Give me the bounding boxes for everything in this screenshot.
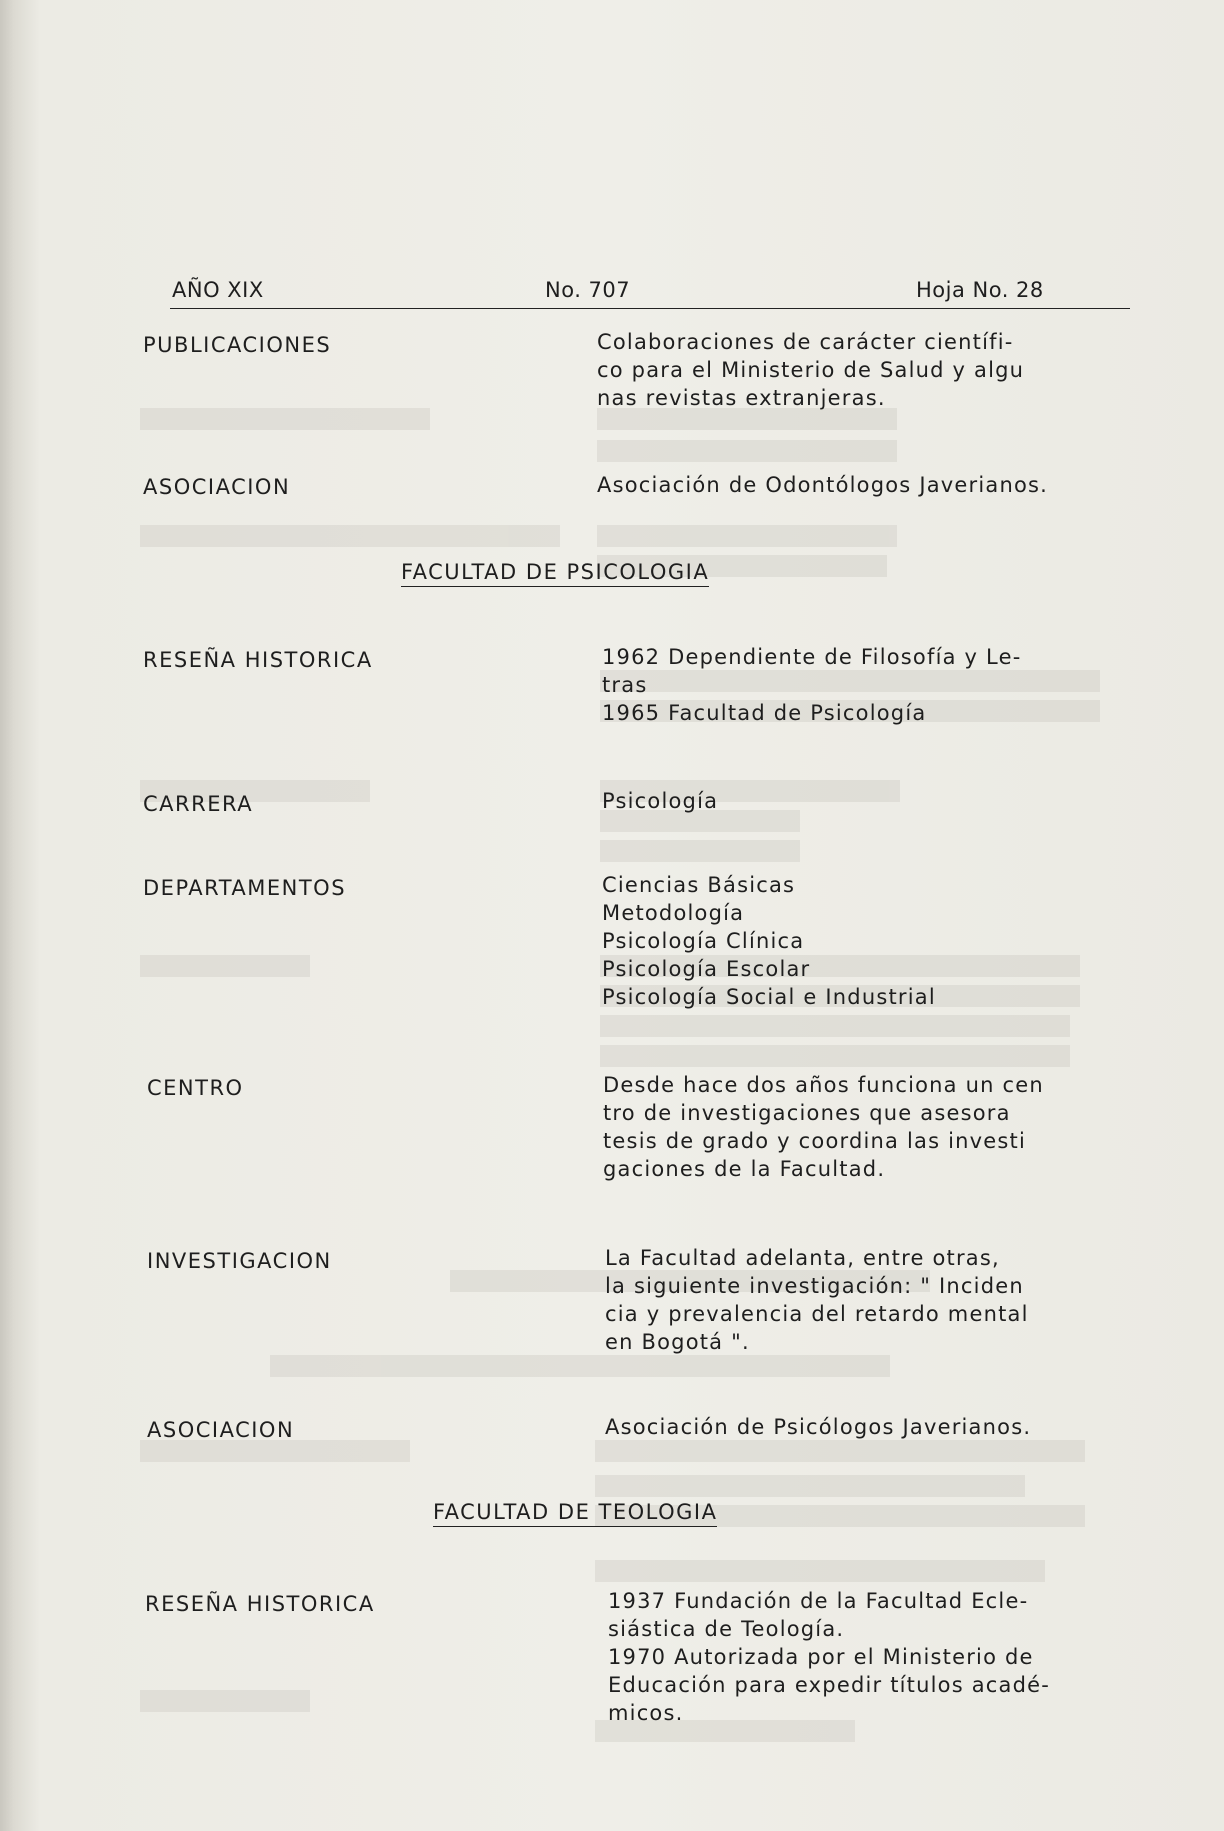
text-line: tesis de grado y coordina las investi: [603, 1129, 1027, 1153]
entry-text-asociacion-psicologia: [605, 1413, 1105, 1441]
text-line: micos.: [608, 1701, 684, 1725]
text-line: Asociación de Psicólogos Javerianos.: [605, 1415, 1032, 1439]
entry-label-asociacion-psicologia: ASOCIACION: [147, 1418, 295, 1442]
text-line: cia y prevalencia del retardo mental: [605, 1302, 1029, 1326]
entry-label-resena: RESEÑA HISTORICA: [143, 648, 373, 672]
text-line: Desde hace dos años funciona un cen: [603, 1073, 1044, 1097]
text-line: gaciones de la Facultad.: [603, 1157, 886, 1181]
section-title-psicologia: [401, 560, 709, 587]
header-number: No. 707: [545, 278, 631, 302]
text-line: La Facultad adelanta, entre otras,: [605, 1246, 1000, 1270]
entry-label-asociacion: ASOCIACION: [143, 475, 291, 499]
text-line: nas revistas extranjeras.: [597, 386, 886, 410]
text-line: Asociación de Odontólogos Javerianos.: [597, 473, 1049, 497]
text-line: Educación para expedir títulos acadé-: [608, 1673, 1051, 1697]
section-title-text: FACULTAD DE TEOLOGIA: [433, 1500, 718, 1524]
text-line: Psicología Clínica: [602, 929, 805, 953]
entry-label-centro: CENTRO: [147, 1076, 244, 1100]
text-line: co para el Ministerio de Salud y algu: [597, 358, 1025, 382]
text-line: Psicología: [602, 789, 719, 813]
entry-text-investigacion: [605, 1244, 1105, 1356]
section-title-underline: [401, 586, 709, 587]
text-line: 1970 Autorizada por el Ministerio de: [608, 1645, 1034, 1669]
text-line: en Bogotá ".: [605, 1330, 750, 1354]
text-line: Ciencias Básicas: [602, 873, 796, 897]
section-title-underline: [433, 1526, 717, 1527]
text-line: 1965 Facultad de Psicología: [602, 701, 927, 725]
text-line: tras: [602, 673, 648, 697]
header-year: AÑO XIX: [172, 278, 264, 302]
entry-text-resena-teologia: [608, 1587, 1108, 1727]
text-line: Psicología Social e Industrial: [602, 985, 936, 1009]
text-line: Metodología: [602, 901, 745, 925]
entry-text-asociacion: [597, 471, 1097, 499]
text-line: tro de investigaciones que asesora: [603, 1101, 1011, 1125]
entry-label-resena-teologia: RESEÑA HISTORICA: [145, 1592, 375, 1616]
text-line: 1962 Dependiente de Filosofía y Le-: [602, 645, 1022, 669]
text-line: Colaboraciones de carácter científi-: [597, 330, 1014, 354]
page-header: [170, 278, 1130, 310]
entry-text-centro: [603, 1071, 1103, 1183]
text-line: 1937 Fundación de la Facultad Ecle-: [608, 1589, 1029, 1613]
entry-text-departamentos: [602, 871, 1102, 1011]
text-line: Psicología Escolar: [602, 957, 811, 981]
entry-label-departamentos: DEPARTAMENTOS: [143, 876, 347, 900]
section-title-text: FACULTAD DE PSICOLOGIA: [401, 560, 710, 584]
text-line: la siguiente investigación: " Inciden: [605, 1274, 1024, 1298]
header-rule: [170, 308, 1130, 309]
entry-label-carrera: CARRERA: [143, 792, 254, 816]
text-line: siástica de Teología.: [608, 1617, 845, 1641]
entry-label-publicaciones: PUBLICACIONES: [143, 333, 332, 357]
entry-label-investigacion: INVESTIGACION: [147, 1249, 332, 1273]
header-sheet: Hoja No. 28: [916, 278, 1044, 302]
entry-text-publicaciones: [597, 328, 1097, 412]
entry-text-carrera: [602, 787, 1102, 815]
entry-text-resena: [602, 643, 1102, 727]
section-title-teologia: [433, 1500, 717, 1527]
